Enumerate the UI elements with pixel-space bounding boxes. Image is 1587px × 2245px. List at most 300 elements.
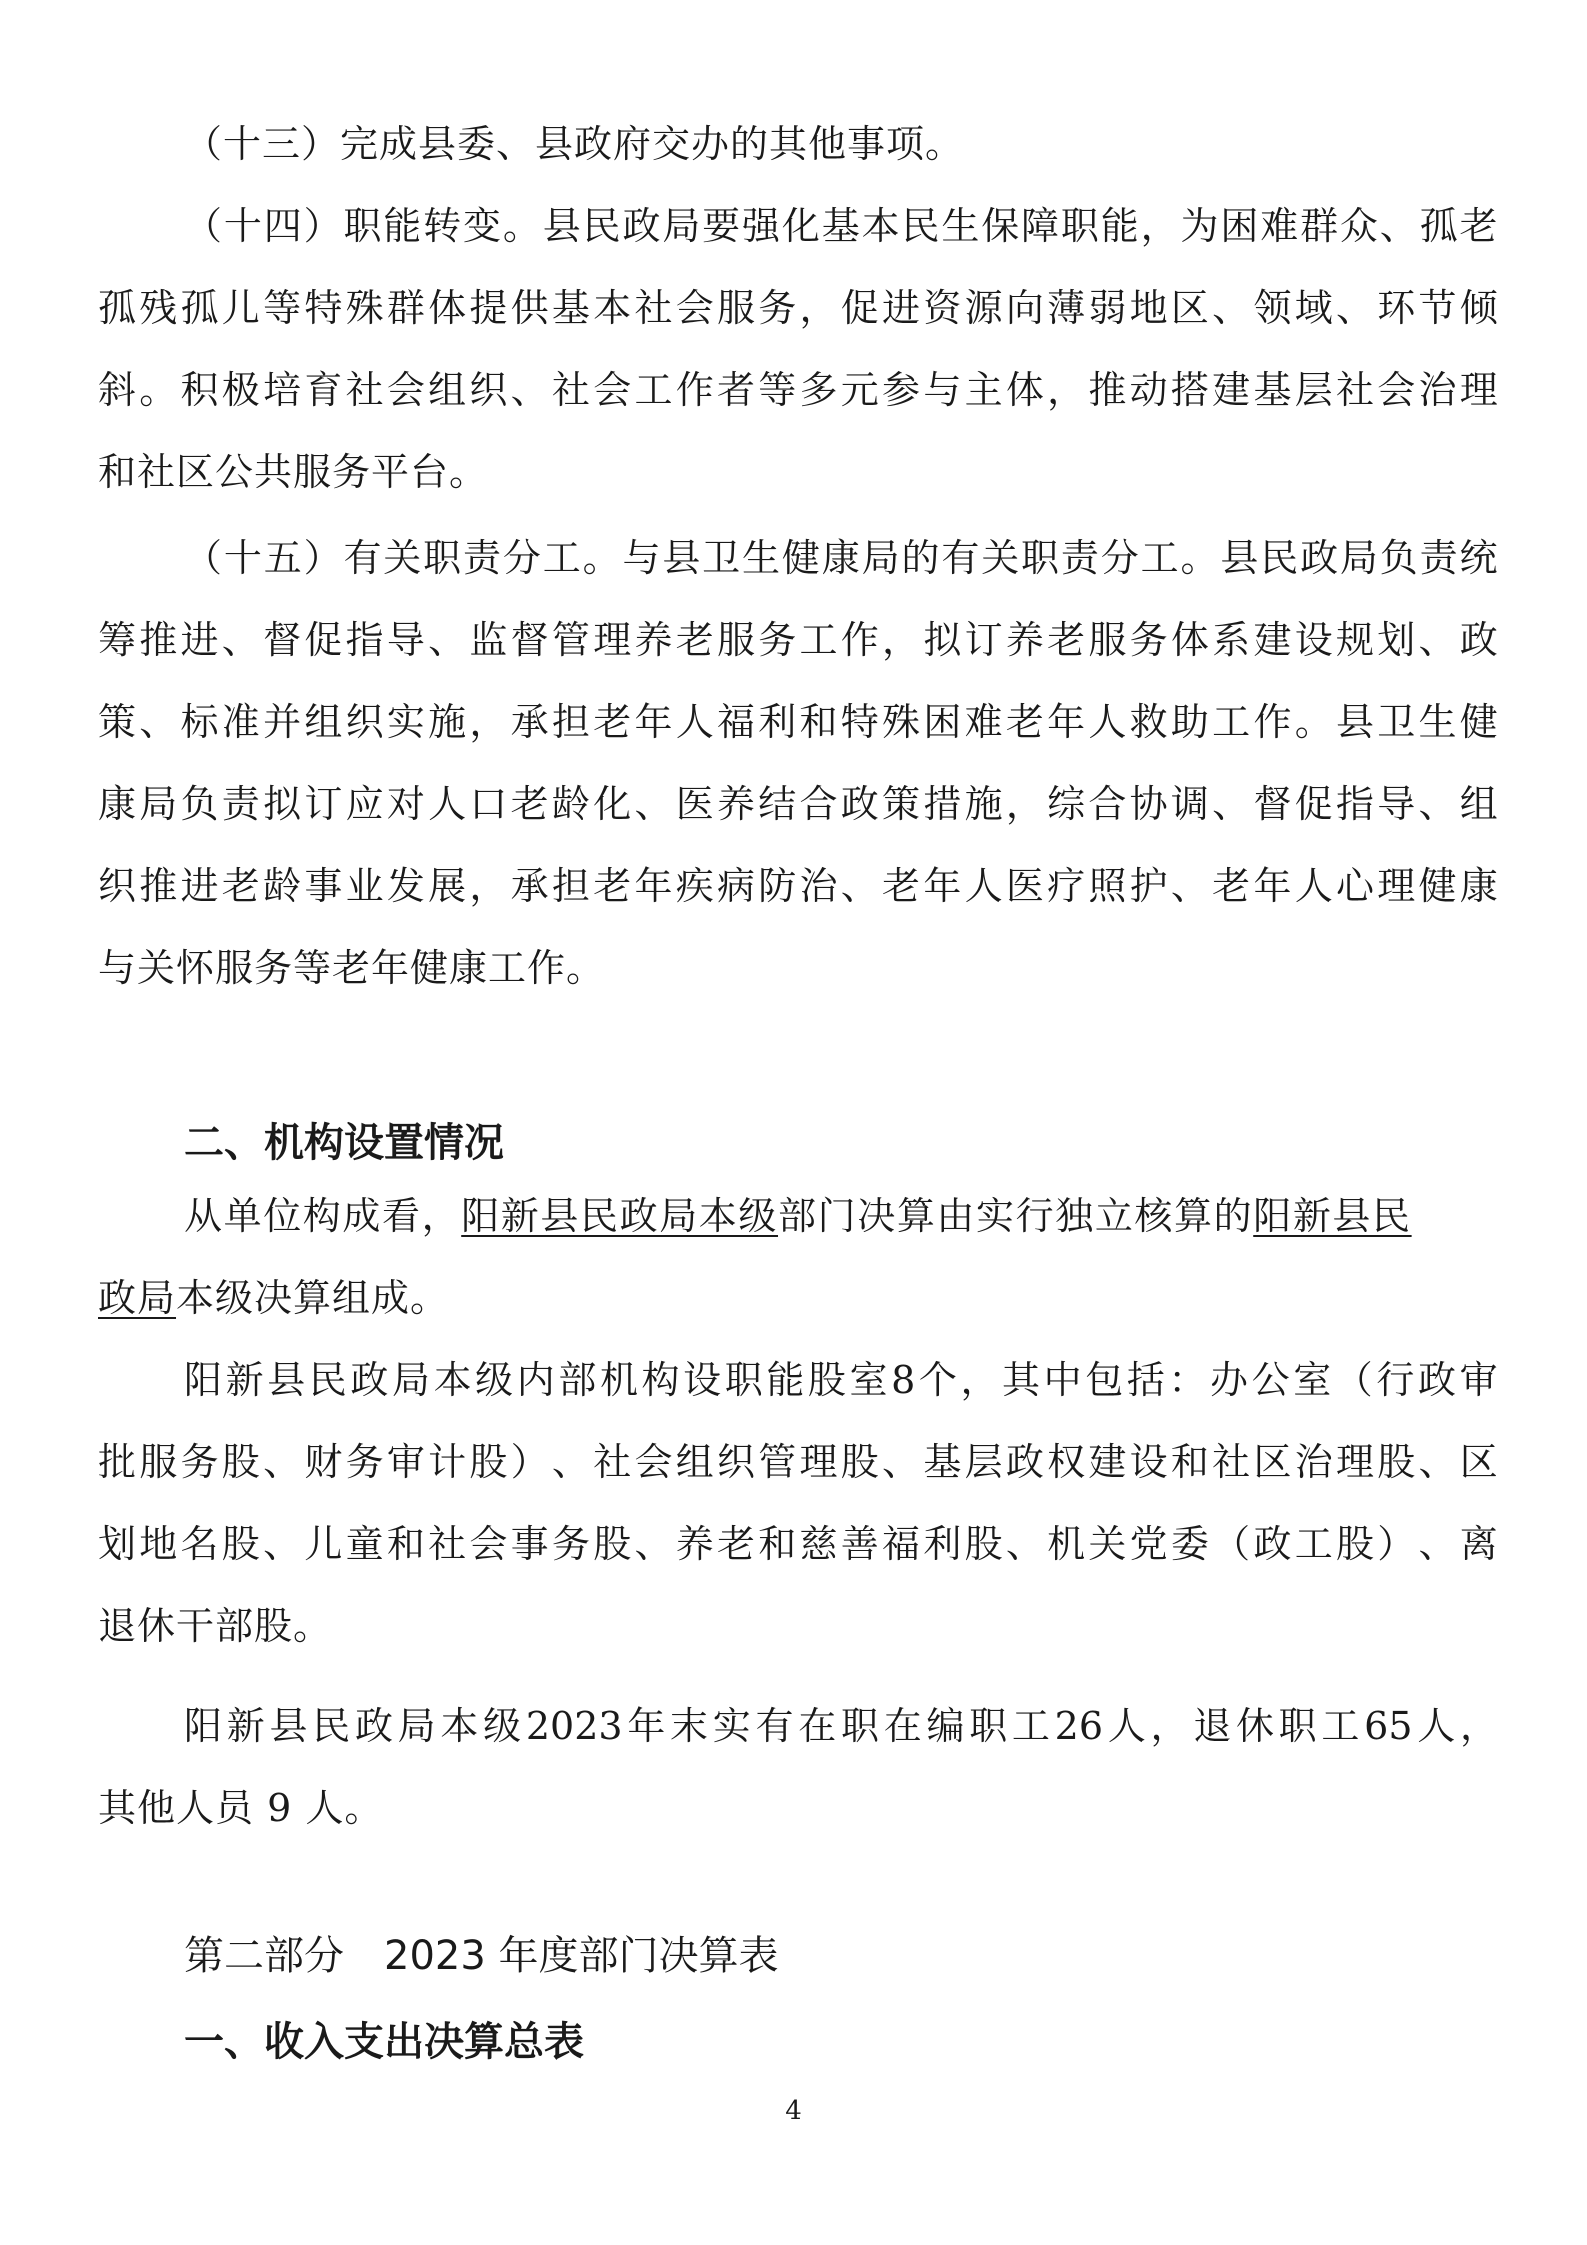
glyph: 批 <box>98 1440 137 1484</box>
glyph: 理 <box>1377 864 1416 908</box>
glyph: 划 <box>98 1522 137 1566</box>
glyph: 福 <box>882 1522 921 1566</box>
glyph: 展 <box>428 864 467 908</box>
glyph: 构 <box>641 1358 680 1402</box>
glyph: 特 <box>304 286 343 330</box>
org-para-2-line-1 <box>184 1354 1498 1406</box>
glyph: 在 <box>883 1704 922 1748</box>
glyph: 医 <box>675 782 714 826</box>
glyph: 有 <box>343 536 382 580</box>
org-para-1-text-a: 从单位构成看， <box>184 1194 462 1238</box>
glyph: 人 <box>428 782 467 826</box>
item-15-line-3 <box>98 696 1498 748</box>
glyph: 社 <box>428 1522 467 1566</box>
glyph: 合 <box>799 782 838 826</box>
glyph: 设 <box>683 1358 722 1402</box>
glyph: 。 <box>1294 700 1333 744</box>
glyph: 培 <box>263 368 302 412</box>
glyph: 倾 <box>1459 286 1498 330</box>
glyph: 民 <box>901 204 940 248</box>
glyph: 县 <box>267 1358 306 1402</box>
glyph: 股 <box>469 1440 508 1484</box>
glyph: 务 <box>758 618 797 662</box>
glyph: 本 <box>593 286 632 330</box>
glyph: 应 <box>345 782 384 826</box>
glyph: 护 <box>1129 864 1168 908</box>
org-para-1-line-1 <box>184 1190 1498 1242</box>
glyph: 局 <box>397 1704 436 1748</box>
glyph: 积 <box>180 368 219 412</box>
glyph: 孤 <box>1419 204 1458 248</box>
glyph: 童 <box>345 1522 384 1566</box>
glyph: 管 <box>758 1440 797 1484</box>
glyph: 老 <box>593 700 632 744</box>
glyph: 年 <box>627 1704 666 1748</box>
glyph: 分 <box>1100 536 1139 580</box>
glyph: 基 <box>551 286 590 330</box>
glyph: 施 <box>964 782 1003 826</box>
glyph: 措 <box>923 782 962 826</box>
glyph: 疾 <box>675 864 714 908</box>
unit-name-underlined-2b: 政局 <box>98 1276 177 1320</box>
glyph: 残 <box>139 286 178 330</box>
glyph: 督 <box>263 618 302 662</box>
glyph: 卫 <box>1377 700 1416 744</box>
glyph: 体 <box>1170 618 1209 662</box>
unit-name-underlined: 阳新县民政局本级 <box>461 1194 779 1238</box>
glyph: 名 <box>180 1522 219 1566</box>
glyph: 主 <box>964 368 1003 412</box>
glyph: 节 <box>1418 286 1457 330</box>
glyph: 社 <box>634 286 673 330</box>
glyph: 、 <box>1212 782 1251 826</box>
glyph: 治 <box>1294 1440 1333 1484</box>
item-14-line-2 <box>98 282 1498 334</box>
glyph: 儿 <box>221 286 260 330</box>
glyph: 组 <box>1459 782 1498 826</box>
glyph: 务 <box>345 1440 384 1484</box>
part-2-heading: 第二部分 2023 年度部门决算表 <box>184 1933 779 1979</box>
glyph: 多 <box>799 368 838 412</box>
glyph: 老 <box>716 1522 755 1566</box>
glyph: 年 <box>1253 864 1292 908</box>
glyph: 与 <box>923 368 962 412</box>
glyph: 订 <box>964 618 1003 662</box>
glyph: 特 <box>840 700 879 744</box>
glyph: 社 <box>593 1440 632 1484</box>
glyph: 和 <box>799 700 838 744</box>
glyph: 部 <box>558 1358 597 1402</box>
glyph: 系 <box>1212 618 1251 662</box>
glyph: 股 <box>840 1440 879 1484</box>
glyph: 织 <box>469 368 508 412</box>
glyph: 人 <box>1417 1704 1456 1748</box>
item-13-line: （十三）完成县委、县政府交办的其他事项。 <box>184 122 965 166</box>
glyph: 行 <box>1376 1358 1415 1402</box>
glyph: 、 <box>510 368 549 412</box>
glyph: 审 <box>386 1440 425 1484</box>
page-number: 4 <box>785 2096 802 2126</box>
glyph: 年 <box>634 700 673 744</box>
glyph: 社 <box>1335 368 1374 412</box>
glyph: 划 <box>1377 618 1416 662</box>
glyph: 年 <box>1047 700 1086 744</box>
glyph: 人 <box>1088 700 1127 744</box>
glyph: 新 <box>226 1704 265 1748</box>
glyph: 照 <box>1088 864 1127 908</box>
glyph: 业 <box>345 864 384 908</box>
glyph: 关 <box>981 536 1020 580</box>
glyph: 级 <box>483 1704 522 1748</box>
glyph: 、 <box>263 1522 302 1566</box>
glyph: 化 <box>781 204 820 248</box>
glyph: 卫 <box>702 536 741 580</box>
table-section-heading: 一、收入支出决算总表 <box>184 2019 584 2065</box>
glyph: 离 <box>1459 1522 1498 1566</box>
glyph: 医 <box>1005 864 1044 908</box>
glyph: 康 <box>98 782 137 826</box>
glyph: 县 <box>1335 700 1374 744</box>
glyph: 社 <box>1212 1440 1251 1484</box>
glyph: 人 <box>675 700 714 744</box>
glyph: （ <box>1212 1522 1251 1566</box>
glyph: 薄 <box>1047 286 1086 330</box>
glyph: 局 <box>861 536 900 580</box>
glyph: 责 <box>1060 536 1099 580</box>
glyph: 中 <box>1043 1358 1082 1402</box>
glyph: 提 <box>469 286 508 330</box>
glyph: 组 <box>428 368 467 412</box>
glyph: 公 <box>1251 1358 1290 1402</box>
glyph: 群 <box>1300 204 1339 248</box>
glyph: 服 <box>1088 618 1127 662</box>
glyph: 机 <box>1047 1522 1086 1566</box>
glyph: 与 <box>622 536 661 580</box>
glyph: 调 <box>1170 782 1209 826</box>
glyph: ， <box>882 618 921 662</box>
glyph: 建 <box>1253 618 1292 662</box>
glyph: 、 <box>263 1440 302 1484</box>
glyph: 善 <box>840 1522 879 1566</box>
glyph: 殊 <box>882 700 921 744</box>
glyph: 权 <box>1047 1440 1086 1484</box>
org-para-3-line-2: 其他人员 9 人。 <box>98 1786 384 1830</box>
item-15-line-5 <box>98 860 1498 912</box>
glyph: 末 <box>670 1704 709 1748</box>
glyph: 政 <box>1005 1440 1044 1484</box>
glyph: 指 <box>345 618 384 662</box>
glyph: ） <box>510 1440 549 1484</box>
glyph: 老 <box>1459 204 1498 248</box>
glyph: 机 <box>599 1358 638 1402</box>
glyph: 理 <box>593 618 632 662</box>
glyph: ， <box>1459 1704 1498 1748</box>
glyph: 新 <box>225 1358 264 1402</box>
glyph: 负 <box>1379 536 1418 580</box>
glyph: 工 <box>1294 1522 1333 1566</box>
glyph: 群 <box>386 286 425 330</box>
glyph: 民 <box>1260 536 1299 580</box>
glyph: 织 <box>345 700 384 744</box>
glyph: 老 <box>221 864 260 908</box>
glyph: 协 <box>1129 782 1168 826</box>
glyph: 职 <box>969 1704 1008 1748</box>
glyph: 室 <box>849 1358 888 1402</box>
glyph: 策 <box>882 782 921 826</box>
glyph: 变 <box>463 204 502 248</box>
glyph: 县 <box>269 1704 308 1748</box>
glyph: 退 <box>1193 1704 1232 1748</box>
glyph: 理 <box>1335 1440 1374 1484</box>
glyph: 26 <box>1054 1704 1104 1748</box>
glyph: 策 <box>98 700 137 744</box>
glyph: 有 <box>755 1704 794 1748</box>
glyph: ， <box>1005 782 1044 826</box>
glyph: 发 <box>386 864 425 908</box>
glyph: 会 <box>634 1440 673 1484</box>
glyph: 助 <box>1170 700 1209 744</box>
glyph: （ <box>184 536 223 580</box>
glyph: 其 <box>1002 1358 1041 1402</box>
glyph: ， <box>799 286 838 330</box>
glyph: 老 <box>675 618 714 662</box>
glyph: （ <box>184 204 223 248</box>
glyph: 殊 <box>345 286 384 330</box>
glyph: 促 <box>304 618 343 662</box>
glyph: 疗 <box>1047 864 1086 908</box>
glyph: 监 <box>469 618 508 662</box>
glyph: 治 <box>799 864 838 908</box>
glyph: 老 <box>1005 700 1044 744</box>
glyph: 向 <box>1005 286 1044 330</box>
glyph: 民 <box>308 1358 347 1402</box>
glyph: 老 <box>1212 864 1251 908</box>
glyph: 能 <box>1100 204 1139 248</box>
glyph: 体 <box>1005 368 1044 412</box>
glyph: 防 <box>758 864 797 908</box>
glyph: 社 <box>345 368 384 412</box>
glyph: 、 <box>1418 1522 1457 1566</box>
glyph: 地 <box>1129 286 1168 330</box>
glyph: 转 <box>423 204 462 248</box>
glyph: 事 <box>304 864 343 908</box>
glyph: 保 <box>981 204 1020 248</box>
glyph: 生 <box>941 204 980 248</box>
item-15-line-6: 与关怀服务等老年健康工作。 <box>98 946 606 990</box>
glyph: 财 <box>304 1440 343 1484</box>
glyph: 斜 <box>98 368 137 412</box>
glyph: 源 <box>964 286 1003 330</box>
glyph: 责 <box>221 782 260 826</box>
glyph: 、 <box>1335 286 1374 330</box>
glyph: 年 <box>923 864 962 908</box>
glyph: 康 <box>1459 864 1498 908</box>
org-para-2-line-2 <box>98 1436 1498 1488</box>
glyph: 生 <box>742 536 781 580</box>
glyph: 人 <box>964 864 1003 908</box>
glyph: 十 <box>223 204 262 248</box>
glyph: 负 <box>180 782 219 826</box>
glyph: 工 <box>1140 536 1179 580</box>
glyph: 职 <box>724 1358 763 1402</box>
glyph: 个 <box>918 1358 957 1402</box>
glyph: ， <box>1047 368 1086 412</box>
glyph: 务 <box>551 1522 590 1566</box>
glyph: 民 <box>582 204 621 248</box>
glyph: 实 <box>712 1704 751 1748</box>
glyph: 综 <box>1047 782 1086 826</box>
glyph: 管 <box>551 618 590 662</box>
glyph: 推 <box>139 864 178 908</box>
glyph: 的 <box>901 536 940 580</box>
glyph: 健 <box>1418 864 1457 908</box>
glyph: 结 <box>758 782 797 826</box>
glyph: 和 <box>386 1522 425 1566</box>
glyph: 等 <box>758 368 797 412</box>
glyph: 养 <box>634 618 673 662</box>
glyph: 元 <box>840 368 879 412</box>
glyph: 政 <box>350 1358 389 1402</box>
glyph: 会 <box>593 368 632 412</box>
item-15-line-2 <box>98 614 1498 666</box>
glyph: 并 <box>263 700 302 744</box>
glyph: 服 <box>716 618 755 662</box>
glyph: 局 <box>662 204 701 248</box>
glyph: 设 <box>1294 618 1333 662</box>
glyph: 职 <box>1060 204 1099 248</box>
glyph: 责 <box>463 536 502 580</box>
glyph: 区 <box>1170 286 1209 330</box>
glyph: 基 <box>1253 368 1292 412</box>
glyph: ） <box>303 204 342 248</box>
glyph: 股 <box>1335 1522 1374 1566</box>
glyph: 、 <box>840 864 879 908</box>
glyph: 口 <box>469 782 508 826</box>
glyph: 股 <box>221 1440 260 1484</box>
glyph: 弱 <box>1088 286 1127 330</box>
glyph: 人 <box>1107 1704 1146 1748</box>
glyph: 难 <box>1260 204 1299 248</box>
glyph: 障 <box>1021 204 1060 248</box>
glyph: 龄 <box>551 782 590 826</box>
glyph: 强 <box>742 204 781 248</box>
glyph: 、 <box>1005 1522 1044 1566</box>
glyph: 级 <box>475 1358 514 1402</box>
glyph: 地 <box>139 1522 178 1566</box>
glyph: 建 <box>1088 1440 1127 1484</box>
glyph: 、 <box>1212 286 1251 330</box>
glyph: 参 <box>882 368 921 412</box>
glyph: 心 <box>1335 864 1374 908</box>
glyph: 务 <box>758 286 797 330</box>
glyph: 股 <box>1377 1440 1416 1484</box>
glyph: 治 <box>1418 368 1457 412</box>
glyph: 65 <box>1364 1704 1413 1748</box>
glyph: 孤 <box>98 286 137 330</box>
glyph: 工 <box>1321 1704 1360 1748</box>
glyph: 会 <box>469 1522 508 1566</box>
glyph: 督 <box>1253 782 1292 826</box>
glyph: 福 <box>716 700 755 744</box>
glyph: 县 <box>1220 536 1259 580</box>
glyph: 职 <box>1021 536 1060 580</box>
glyph: 和 <box>1170 1440 1209 1484</box>
glyph: 拟 <box>263 782 302 826</box>
glyph: 党 <box>1129 1522 1168 1566</box>
org-para-2-line-4: 退休干部股。 <box>98 1604 333 1648</box>
glyph: 督 <box>510 618 549 662</box>
item-15-line-1 <box>184 532 1498 584</box>
glyph: 内 <box>516 1358 555 1402</box>
glyph: 括 <box>1126 1358 1165 1402</box>
glyph: 工 <box>1212 700 1251 744</box>
glyph: 职 <box>840 1704 879 1748</box>
org-para-1-text-b: 部门决算由实行独立核算的 <box>778 1194 1254 1238</box>
unit-name-underlined-2a: 阳新县民 <box>1253 1194 1412 1238</box>
glyph: 阳 <box>184 1358 223 1402</box>
glyph: 工 <box>799 618 838 662</box>
glyph: 、 <box>428 618 467 662</box>
glyph: 养 <box>675 1522 714 1566</box>
glyph: ， <box>1140 204 1179 248</box>
glyph: 推 <box>1088 368 1127 412</box>
glyph: 利 <box>758 700 797 744</box>
glyph: 慈 <box>799 1522 838 1566</box>
glyph: 困 <box>923 700 962 744</box>
glyph: 服 <box>716 286 755 330</box>
glyph: 和 <box>758 1522 797 1566</box>
glyph: 环 <box>1377 286 1416 330</box>
glyph: 年 <box>634 864 673 908</box>
glyph: 政 <box>622 204 661 248</box>
glyph: 政 <box>1459 618 1498 662</box>
glyph: 。 <box>139 368 178 412</box>
glyph: 困 <box>1220 204 1259 248</box>
glyph: 、 <box>1170 864 1209 908</box>
glyph: 病 <box>716 864 755 908</box>
glyph: 工 <box>1011 1704 1050 1748</box>
glyph: 导 <box>386 618 425 662</box>
glyph: 育 <box>304 368 343 412</box>
glyph: 、 <box>551 1440 590 1484</box>
glyph: 服 <box>139 1440 178 1484</box>
glyph: 县 <box>542 204 581 248</box>
glyph: 施 <box>428 700 467 744</box>
glyph: 者 <box>716 368 755 412</box>
glyph: 养 <box>1005 618 1044 662</box>
glyph: 。 <box>1180 536 1219 580</box>
section-heading-org: 二、机构设置情况 <box>184 1120 504 1166</box>
glyph: 动 <box>1129 368 1168 412</box>
glyph: 搭 <box>1170 368 1209 412</box>
glyph: 分 <box>502 536 541 580</box>
glyph: 织 <box>716 1440 755 1484</box>
glyph: ， <box>1150 1704 1189 1748</box>
item-15-line-4 <box>98 778 1498 830</box>
glyph: 8 <box>891 1358 916 1402</box>
glyph: 2023 <box>525 1704 623 1748</box>
glyph: 孤 <box>180 286 219 330</box>
glyph: ： <box>1168 1358 1207 1402</box>
glyph: 会 <box>1377 368 1416 412</box>
glyph: 作 <box>675 368 714 412</box>
glyph: 供 <box>510 286 549 330</box>
glyph: 职 <box>1278 1704 1317 1748</box>
glyph: 作 <box>1253 700 1292 744</box>
glyph: 五 <box>263 536 302 580</box>
glyph: 实 <box>386 700 425 744</box>
glyph: 标 <box>180 700 219 744</box>
